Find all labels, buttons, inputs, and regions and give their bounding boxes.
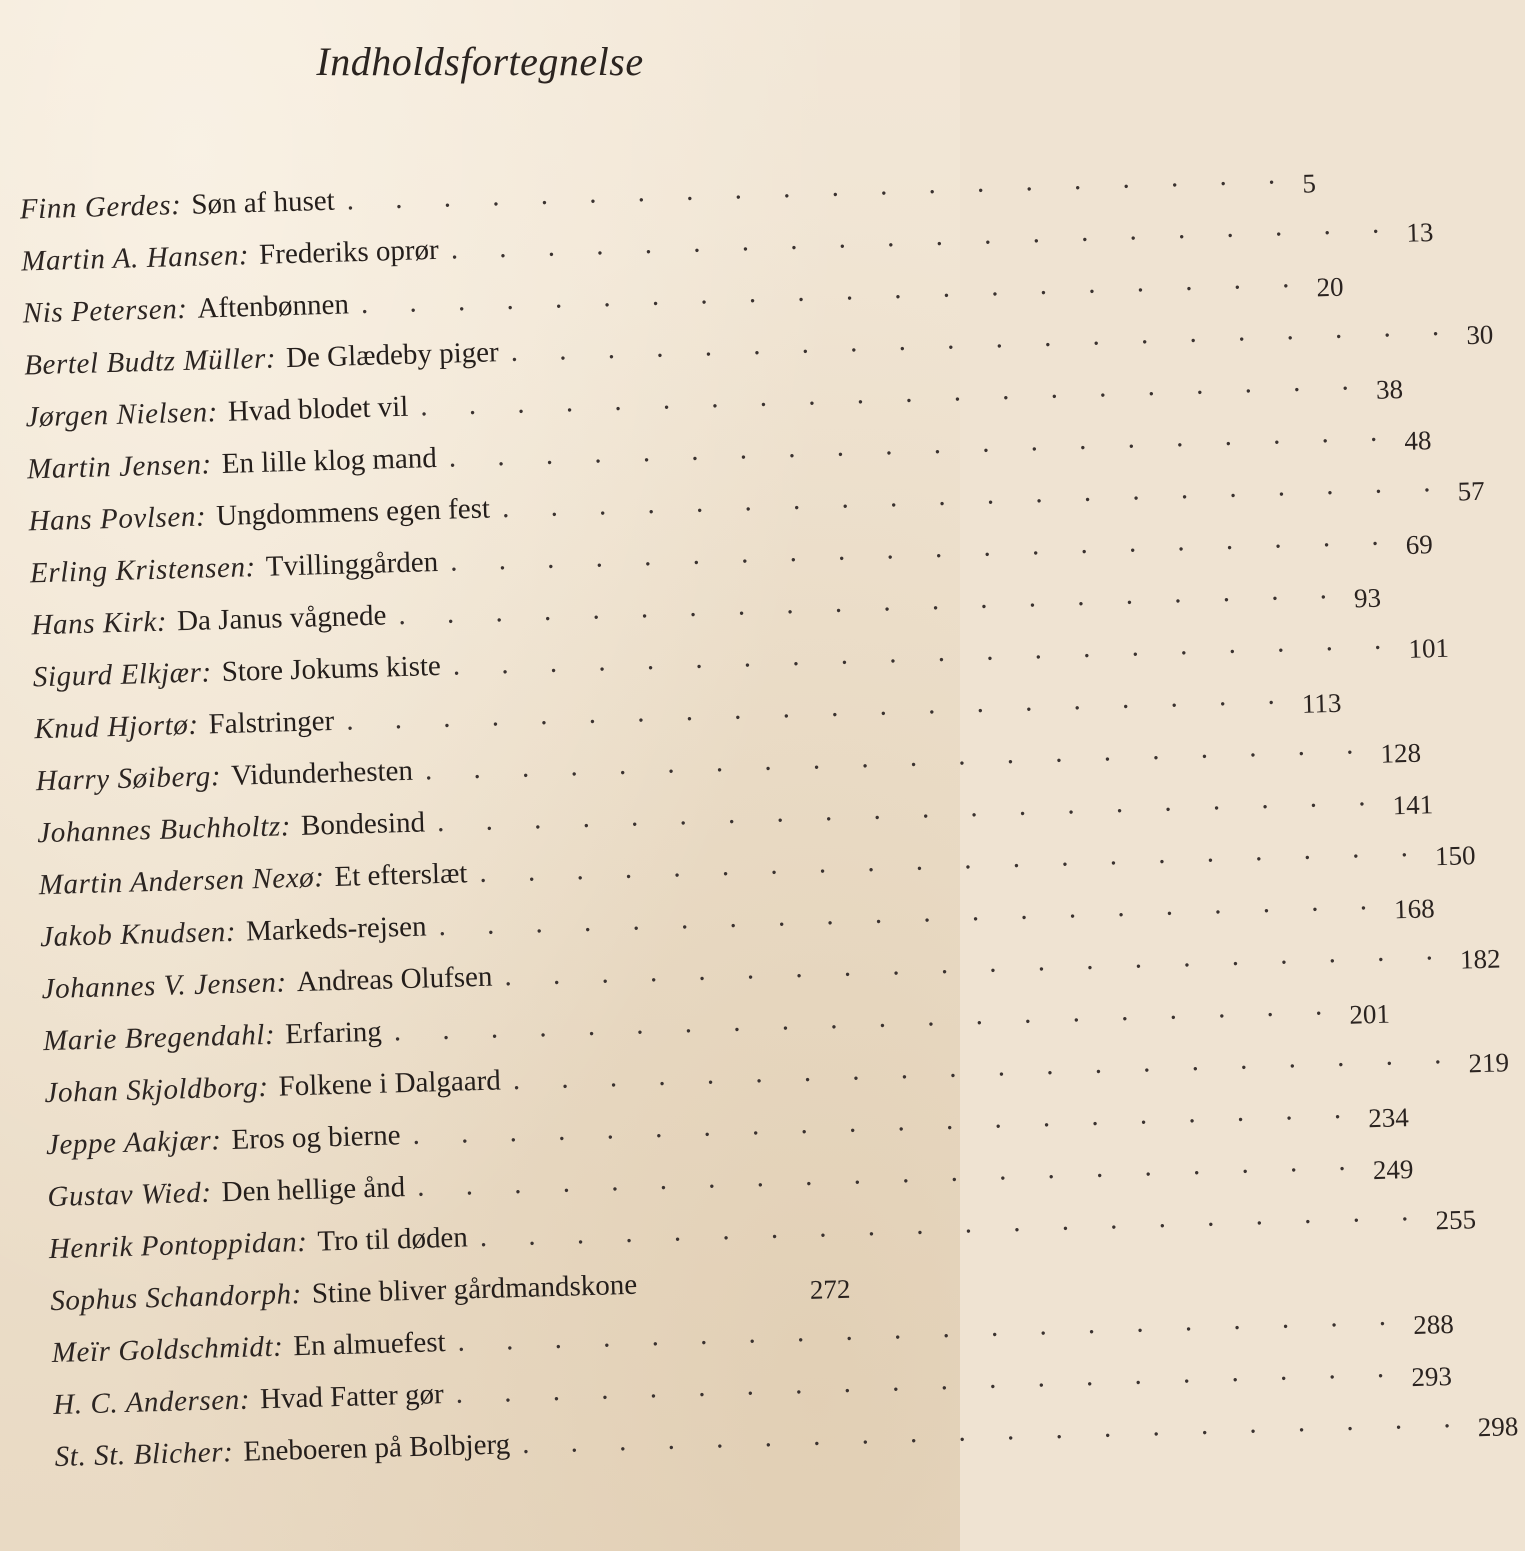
entry-title: Da Janus vågnede	[176, 599, 387, 638]
entry-author: Harry Søiberg:	[35, 760, 222, 798]
table-of-contents	[0, 157, 1519, 1494]
dot-leader: . . . . . . . . . . . . . . . . . . . .	[457, 1299, 1404, 1358]
dot-leader: . . . . . . . . . . . . . . . . . . . .	[416, 1144, 1363, 1203]
entry-author: Knud Hjortø:	[33, 708, 200, 746]
entry-author: Jeppe Aakjær:	[45, 1124, 222, 1162]
dot-leader	[649, 1290, 770, 1293]
entry-author: Meïr Goldschmidt:	[51, 1330, 284, 1370]
entry-author: Martin A. Hansen:	[20, 239, 250, 278]
entry-title: Hvad Fatter gør	[259, 1378, 445, 1416]
dot-leader: . . . . . . . . . . . . . . . . . . . .	[449, 519, 1396, 578]
dot-leader: . . . . . . . . . . . . . . . . . . . .	[419, 364, 1367, 423]
entry-author: Sigurd Elkjær:	[32, 656, 213, 694]
dot-leader: . . . . . . . . . . . . . . . . . . . .	[438, 883, 1385, 943]
entry-title: Store Jokums kiste	[221, 649, 442, 689]
entry-page-number: 288	[1412, 1308, 1455, 1341]
entry-title: Stine bliver gårdmandskone	[311, 1268, 638, 1310]
dot-leader: . . . . . . . . . . . . . . . . . . . .	[346, 157, 1293, 217]
entry-page-number: 13	[1405, 217, 1434, 248]
dot-leader: . . . . . . . . . . . . . . . . . . . .	[448, 415, 1395, 474]
dot-leader: . . . . . . . . . . . . . . . . . . . .	[501, 465, 1448, 525]
entry-author: Nis Petersen:	[22, 292, 188, 330]
entry-page-number: 48	[1404, 425, 1432, 456]
entry-title: Folkene i Dalgaard	[278, 1064, 502, 1103]
entry-page-number: 168	[1393, 893, 1436, 925]
dot-leader: . . . . . . . . . . . . . . . . . . . .	[478, 830, 1426, 889]
entry-page-number: 234	[1367, 1102, 1410, 1134]
dot-leader: . . . . . . . . . . . . . . . . . . . .	[412, 1092, 1359, 1151]
entry-author: Gustav Wied:	[46, 1176, 213, 1214]
entry-page-number: 57	[1457, 475, 1486, 507]
entry-author: Martin Andersen Nexø:	[38, 861, 325, 902]
entry-author: Martin Jensen:	[26, 448, 213, 486]
dot-leader: . . . . . . . . . . . . . . . . . . . .	[512, 1037, 1459, 1097]
entry-page-number: 141	[1392, 789, 1434, 821]
entry-page-number: 93	[1353, 582, 1382, 614]
entry-page-number: 272	[809, 1273, 851, 1305]
dot-leader: . . . . . . . . . . . . . . . . . . . .	[510, 309, 1457, 368]
entry-author: Hans Kirk:	[31, 605, 168, 642]
entry-page-number: 20	[1316, 271, 1344, 303]
entry-title: Eneboeren på Bolbjerg	[242, 1428, 511, 1468]
dot-leader: . . . . . . . . . . . . . . . . . . . .	[360, 261, 1307, 321]
dot-leader: . . . . . . . . . . . . . . . . . . . .	[424, 728, 1371, 787]
entry-author: Henrik Pontoppidan:	[48, 1225, 308, 1266]
entry-page-number: 249	[1372, 1153, 1414, 1186]
entry-title: Et efterslæt	[334, 857, 468, 893]
entry-title: De Glædeby piger	[285, 336, 500, 375]
entry-page-number: 5	[1301, 168, 1317, 199]
entry-title: Eros og bierne	[231, 1119, 401, 1156]
dot-leader: . . . . . . . . . . . . . . . . . . . .	[521, 1401, 1468, 1460]
entry-author: Johan Skjoldborg:	[44, 1070, 270, 1110]
dot-leader: . . . . . . . . . . . . . . . . . . . .	[450, 207, 1397, 266]
entry-title: Frederiks oprør	[258, 233, 440, 271]
entry-page-number: 201	[1349, 998, 1391, 1030]
entry-title: Den hellige ånd	[221, 1171, 406, 1209]
dot-leader: . . . . . . . . . . . . . . . . . . . .	[503, 933, 1451, 993]
entry-page-number: 113	[1301, 687, 1342, 719]
entry-page-number: 293	[1410, 1360, 1453, 1393]
entry-author: Hans Povlsen:	[28, 500, 207, 538]
entry-author: H. C. Andersen:	[52, 1383, 251, 1422]
entry-page-number: 128	[1380, 737, 1422, 769]
entry-author: Jakob Knudsen:	[39, 915, 237, 954]
entry-author: Finn Gerdes:	[19, 189, 182, 226]
entry-title: En almuefest	[292, 1326, 446, 1363]
dot-leader: . . . . . . . . . . . . . . . . . . . .	[479, 1194, 1426, 1254]
entry-author: Bertel Budtz Müller:	[23, 342, 277, 382]
dot-leader: . . . . . . . . . . . . . . . . . . . .	[455, 1351, 1402, 1410]
entry-page-number: 182	[1459, 943, 1501, 975]
entry-title: Bondesind	[300, 806, 426, 842]
entry-title: Hvad blodet vil	[227, 390, 409, 428]
entry-author: St. St. Blicher:	[54, 1436, 234, 1474]
entry-page-number: 101	[1408, 632, 1450, 664]
entry-title: Markeds-rejsen	[245, 910, 427, 948]
dot-leader: . . . . . . . . . . . . . . . . . . . .	[436, 779, 1383, 839]
entry-author: Johannes Buchholtz:	[36, 810, 292, 850]
page-title: Indholdsfortegnelse	[316, 39, 644, 84]
entry-title: Aftenbønnen	[197, 288, 350, 325]
dot-leader: . . . . . . . . . . . . . . . . . . . .	[452, 623, 1399, 682]
entry-page-number: 298	[1477, 1411, 1519, 1443]
entry-page-number: 150	[1434, 840, 1476, 872]
entry-page-number: 255	[1435, 1204, 1477, 1236]
entry-author: Sophus Schandorph:	[49, 1278, 303, 1318]
dot-leader: . . . . . . . . . . . . . . . . . . . .	[397, 572, 1345, 632]
dot-leader: . . . . . . . . . . . . . . . . . . . .	[345, 678, 1293, 737]
entry-page-number: 219	[1468, 1047, 1510, 1079]
entry-title: Ungdommens egen fest	[215, 492, 491, 533]
entry-title: Tvillinggården	[265, 545, 439, 583]
entry-author: Marie Bregendahl:	[42, 1018, 276, 1058]
entry-author: Jørgen Nielsen:	[25, 396, 219, 434]
entry-title: Tro til døden	[317, 1221, 469, 1258]
entry-title: Søn af huset	[190, 184, 336, 221]
entry-title: En lille klog mand	[221, 441, 438, 480]
entry-title: Falstringer	[208, 704, 335, 741]
entry-author: Johannes V. Jensen:	[41, 966, 288, 1006]
entry-page-number: 38	[1375, 373, 1404, 405]
entry-title: Erfaring	[284, 1015, 383, 1051]
dot-leader: . . . . . . . . . . . . . . . . . . . .	[393, 988, 1340, 1048]
entry-page-number: 30	[1465, 319, 1494, 351]
entry-page-number: 69	[1405, 529, 1434, 560]
entry-title: Andreas Olufsen	[296, 960, 493, 999]
entry-author: Erling Kristensen:	[29, 551, 257, 590]
entry-title: Vidunderhesten	[230, 754, 414, 792]
